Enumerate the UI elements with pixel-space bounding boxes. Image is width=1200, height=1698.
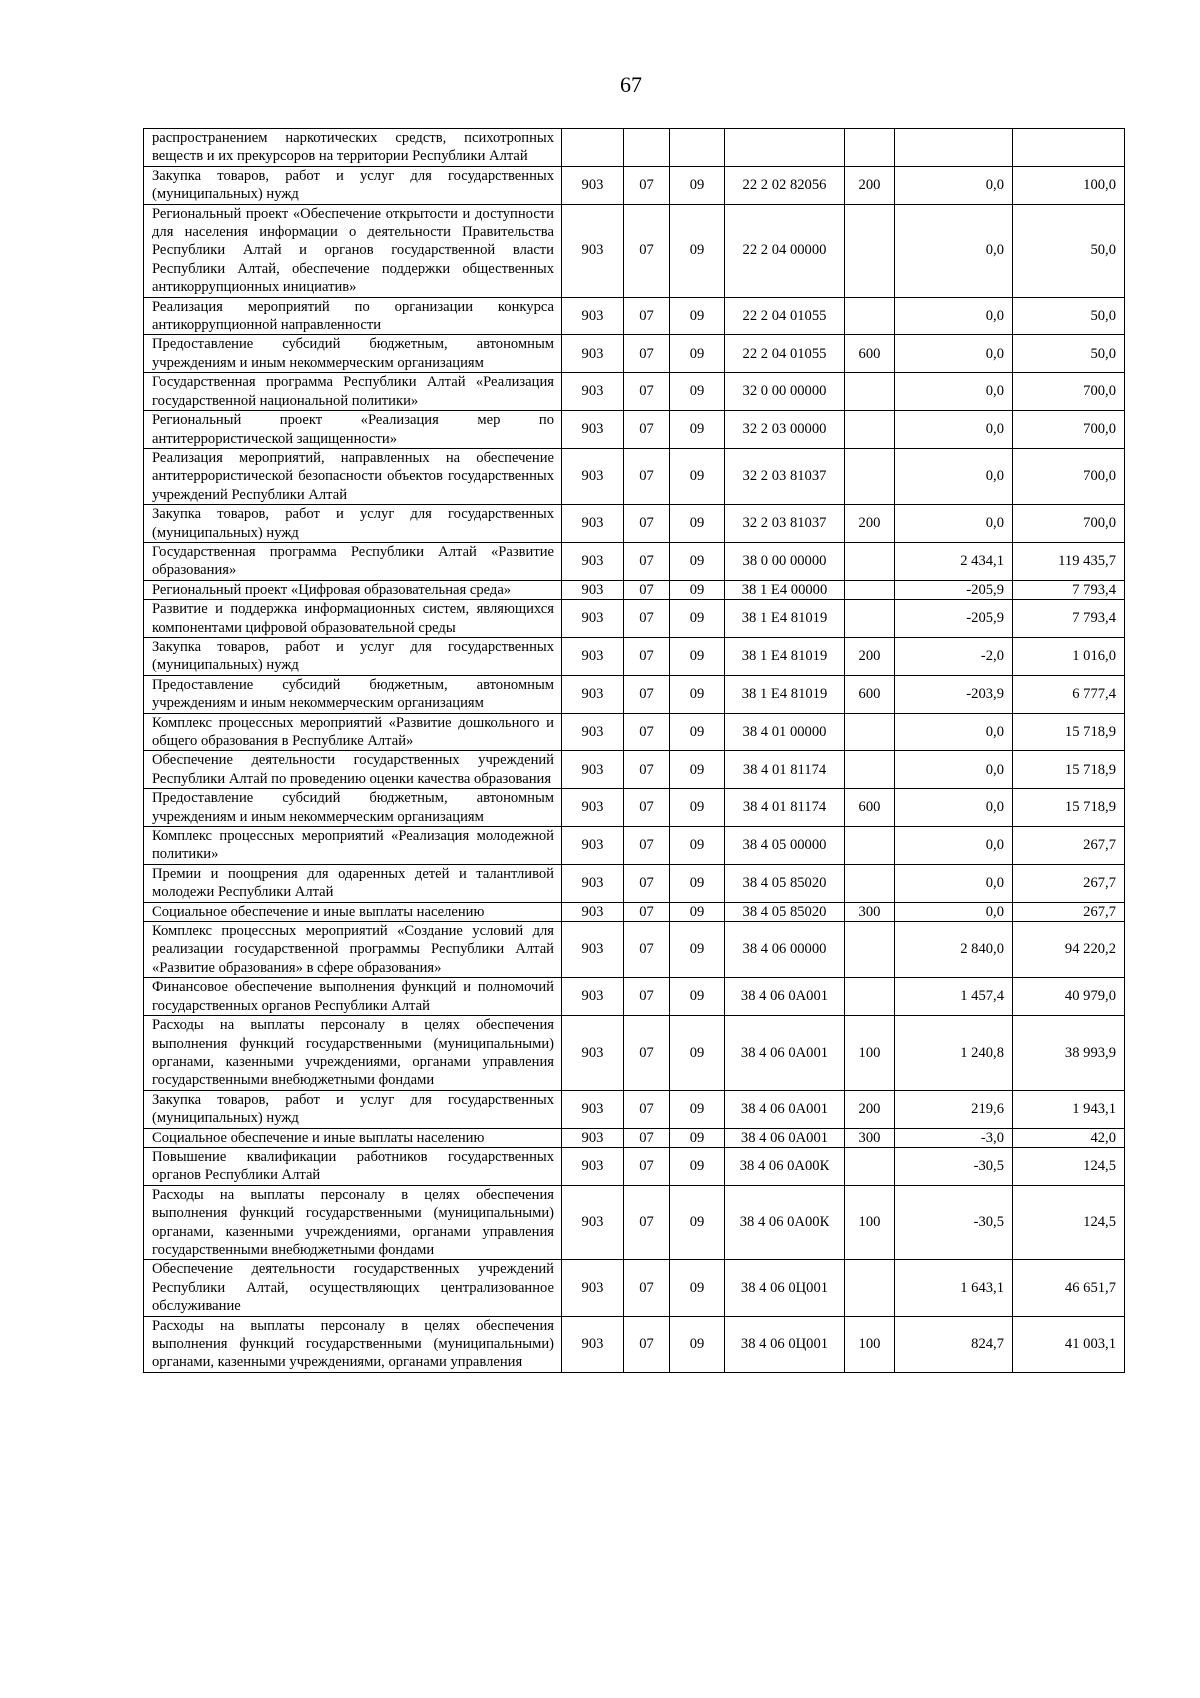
table-row [144, 751, 1125, 789]
table-row [144, 297, 1125, 335]
change-amount-cell: 0,0 [895, 373, 1013, 411]
section-code-cell: 07 [624, 751, 670, 789]
item-name-cell: Премии и поощрения для одаренных детей и талантливой молодежи Республики Алтай [144, 864, 562, 902]
table-row [144, 448, 1125, 504]
section-code-cell: 07 [624, 335, 670, 373]
subsection-code-cell: 09 [670, 600, 725, 638]
change-amount-cell: 0,0 [895, 505, 1013, 543]
expense-type-cell [845, 448, 895, 504]
total-amount-cell: 38 993,9 [1013, 1016, 1125, 1091]
target-article-cell: 38 4 06 0А001 [725, 1090, 845, 1128]
expense-type-cell [845, 411, 895, 449]
expense-type-cell: 600 [845, 675, 895, 713]
target-article-cell: 32 2 03 00000 [725, 411, 845, 449]
table-row [144, 827, 1125, 865]
section-code-cell: 07 [624, 827, 670, 865]
change-amount-cell: 2 434,1 [895, 542, 1013, 580]
total-amount-cell: 50,0 [1013, 204, 1125, 297]
item-name-cell: Региональный проект «Реализация мер по антитеррористической защищенности» [144, 411, 562, 449]
total-amount-cell: 41 003,1 [1013, 1316, 1125, 1372]
expense-type-cell [845, 373, 895, 411]
target-article-cell: 38 4 01 81174 [725, 789, 845, 827]
admin-code-cell: 903 [562, 1316, 624, 1372]
table-row [144, 204, 1125, 297]
total-amount-cell: 100,0 [1013, 166, 1125, 204]
target-article-cell: 38 4 06 0Ц001 [725, 1316, 845, 1372]
change-amount-cell: 2 840,0 [895, 922, 1013, 978]
section-code-cell: 07 [624, 864, 670, 902]
total-amount-cell: 15 718,9 [1013, 751, 1125, 789]
expense-type-cell: 100 [845, 1185, 895, 1260]
table-row [144, 922, 1125, 978]
expense-type-cell: 200 [845, 1090, 895, 1128]
total-amount-cell: 94 220,2 [1013, 922, 1125, 978]
expense-type-cell: 100 [845, 1316, 895, 1372]
admin-code-cell: 903 [562, 411, 624, 449]
expense-type-cell [845, 827, 895, 865]
section-code-cell: 07 [624, 1185, 670, 1260]
expense-type-cell [845, 922, 895, 978]
table-row [144, 1147, 1125, 1185]
item-name-cell: Комплекс процессных мероприятий «Создание условий для реализации государственной программы Республики Алтай «Развитие образования» в сфере образования» [144, 922, 562, 978]
section-code-cell: 07 [624, 675, 670, 713]
subsection-code-cell: 09 [670, 864, 725, 902]
item-name-cell: Закупка товаров, работ и услуг для государственных (муниципальных) нужд [144, 505, 562, 543]
table-row [144, 789, 1125, 827]
change-amount-cell: 0,0 [895, 448, 1013, 504]
table-row [144, 580, 1125, 599]
admin-code-cell: 903 [562, 751, 624, 789]
section-code-cell: 07 [624, 373, 670, 411]
change-amount-cell: 1 643,1 [895, 1260, 1013, 1316]
section-code-cell: 07 [624, 1260, 670, 1316]
expense-type-cell: 300 [845, 902, 895, 921]
item-name-cell: Комплекс процессных мероприятий «Реализация молодежной политики» [144, 827, 562, 865]
change-amount-cell: -203,9 [895, 675, 1013, 713]
total-amount-cell: 267,7 [1013, 827, 1125, 865]
table-row [144, 542, 1125, 580]
target-article-cell: 38 4 06 0А00К [725, 1147, 845, 1185]
admin-code-cell: 903 [562, 1128, 624, 1147]
change-amount-cell: 824,7 [895, 1316, 1013, 1372]
change-amount-cell: 1 457,4 [895, 978, 1013, 1016]
target-article-cell: 38 4 05 85020 [725, 864, 845, 902]
target-article-cell: 38 4 06 0А001 [725, 978, 845, 1016]
target-article-cell: 38 4 05 00000 [725, 827, 845, 865]
change-amount-cell: 0,0 [895, 335, 1013, 373]
expense-type-cell [845, 580, 895, 599]
section-code-cell: 07 [624, 713, 670, 751]
admin-code-cell: 903 [562, 827, 624, 865]
table-row [144, 600, 1125, 638]
subsection-code-cell: 09 [670, 1128, 725, 1147]
target-article-cell: 38 4 06 0А001 [725, 1128, 845, 1147]
item-name-cell: Закупка товаров, работ и услуг для государственных (муниципальных) нужд [144, 1090, 562, 1128]
page-number: 67 [620, 72, 642, 97]
total-amount-cell: 119 435,7 [1013, 542, 1125, 580]
admin-code-cell: 903 [562, 978, 624, 1016]
item-name-cell: Расходы на выплаты персоналу в целях обеспечения выполнения функций государственными (муниципальными) органами, казенными учреждениями, органами управления государственными внебюджетными фондами [144, 1016, 562, 1091]
admin-code-cell: 903 [562, 902, 624, 921]
table-row [144, 864, 1125, 902]
expense-type-cell [845, 297, 895, 335]
total-amount-cell: 267,7 [1013, 902, 1125, 921]
admin-code-cell: 903 [562, 637, 624, 675]
table-row [144, 1316, 1125, 1372]
admin-code-cell: 903 [562, 448, 624, 504]
table-row [144, 166, 1125, 204]
expense-type-cell [845, 864, 895, 902]
section-code-cell: 07 [624, 1090, 670, 1128]
total-amount-cell: 700,0 [1013, 505, 1125, 543]
expense-type-cell [845, 713, 895, 751]
section-code-cell: 07 [624, 902, 670, 921]
table-row [144, 1090, 1125, 1128]
admin-code-cell [562, 129, 624, 167]
target-article-cell: 22 2 04 01055 [725, 297, 845, 335]
item-name-cell: Социальное обеспечение и иные выплаты населению [144, 1128, 562, 1147]
target-article-cell: 38 4 01 00000 [725, 713, 845, 751]
table-row [144, 505, 1125, 543]
change-amount-cell: -3,0 [895, 1128, 1013, 1147]
admin-code-cell: 903 [562, 1147, 624, 1185]
admin-code-cell: 903 [562, 505, 624, 543]
total-amount-cell: 124,5 [1013, 1147, 1125, 1185]
total-amount-cell: 7 793,4 [1013, 600, 1125, 638]
total-amount-cell: 1 943,1 [1013, 1090, 1125, 1128]
target-article-cell: 32 0 00 00000 [725, 373, 845, 411]
subsection-code-cell: 09 [670, 505, 725, 543]
expense-type-cell [845, 1147, 895, 1185]
target-article-cell: 38 4 01 81174 [725, 751, 845, 789]
total-amount-cell: 15 718,9 [1013, 713, 1125, 751]
item-name-cell: распространением наркотических средств, психотропных веществ и их прекурсоров на территории Республики Алтай [144, 129, 562, 167]
section-code-cell: 07 [624, 448, 670, 504]
table-row [144, 713, 1125, 751]
item-name-cell: Государственная программа Республики Алтай «Развитие образования» [144, 542, 562, 580]
table-row [144, 1185, 1125, 1260]
admin-code-cell: 903 [562, 675, 624, 713]
expense-type-cell: 200 [845, 637, 895, 675]
section-code-cell: 07 [624, 637, 670, 675]
section-code-cell: 07 [624, 166, 670, 204]
expense-type-cell: 200 [845, 505, 895, 543]
section-code-cell: 07 [624, 411, 670, 449]
subsection-code-cell: 09 [670, 204, 725, 297]
target-article-cell: 38 4 06 00000 [725, 922, 845, 978]
subsection-code-cell: 09 [670, 922, 725, 978]
section-code-cell: 07 [624, 1016, 670, 1091]
item-name-cell: Реализация мероприятий, направленных на обеспечение антитеррористической безопасности объектов государственных учреждений Республики Алтай [144, 448, 562, 504]
total-amount-cell: 700,0 [1013, 411, 1125, 449]
total-amount-cell: 267,7 [1013, 864, 1125, 902]
total-amount-cell [1013, 129, 1125, 167]
admin-code-cell: 903 [562, 335, 624, 373]
subsection-code-cell: 09 [670, 1147, 725, 1185]
change-amount-cell: 0,0 [895, 204, 1013, 297]
table-row [144, 1128, 1125, 1147]
subsection-code-cell: 09 [670, 580, 725, 599]
target-article-cell: 38 1 Е4 81019 [725, 600, 845, 638]
target-article-cell: 38 4 06 0Ц001 [725, 1260, 845, 1316]
expense-type-cell [845, 204, 895, 297]
budget-table [143, 128, 1125, 1373]
change-amount-cell [895, 129, 1013, 167]
table-row [144, 637, 1125, 675]
item-name-cell: Социальное обеспечение и иные выплаты населению [144, 902, 562, 921]
subsection-code-cell: 09 [670, 448, 725, 504]
target-article-cell: 38 0 00 00000 [725, 542, 845, 580]
total-amount-cell: 40 979,0 [1013, 978, 1125, 1016]
admin-code-cell: 903 [562, 580, 624, 599]
change-amount-cell: -30,5 [895, 1185, 1013, 1260]
target-article-cell: 38 4 06 0А00К [725, 1185, 845, 1260]
subsection-code-cell: 09 [670, 373, 725, 411]
change-amount-cell: 0,0 [895, 751, 1013, 789]
expense-type-cell [845, 1260, 895, 1316]
total-amount-cell: 124,5 [1013, 1185, 1125, 1260]
item-name-cell: Предоставление субсидий бюджетным, автономным учреждениям и иным некоммерческим организациям [144, 789, 562, 827]
item-name-cell: Развитие и поддержка информационных систем, являющихся компонентами цифровой образовательной среды [144, 600, 562, 638]
expense-type-cell [845, 751, 895, 789]
subsection-code-cell: 09 [670, 1260, 725, 1316]
change-amount-cell: 0,0 [895, 827, 1013, 865]
item-name-cell: Предоставление субсидий бюджетным, автономным учреждениям и иным некоммерческим организациям [144, 335, 562, 373]
target-article-cell: 38 1 Е4 00000 [725, 580, 845, 599]
item-name-cell: Повышение квалификации работников государственных органов Республики Алтай [144, 1147, 562, 1185]
expense-type-cell: 600 [845, 789, 895, 827]
item-name-cell: Финансовое обеспечение выполнения функций и полномочий государственных органов Республики Алтай [144, 978, 562, 1016]
target-article-cell: 38 4 06 0А001 [725, 1016, 845, 1091]
item-name-cell: Комплекс процессных мероприятий «Развитие дошкольного и общего образования в Республике Алтай» [144, 713, 562, 751]
subsection-code-cell: 09 [670, 166, 725, 204]
admin-code-cell: 903 [562, 542, 624, 580]
expense-type-cell: 100 [845, 1016, 895, 1091]
item-name-cell: Закупка товаров, работ и услуг для государственных (муниципальных) нужд [144, 166, 562, 204]
subsection-code-cell: 09 [670, 675, 725, 713]
total-amount-cell: 50,0 [1013, 297, 1125, 335]
table-row [144, 129, 1125, 167]
total-amount-cell: 46 651,7 [1013, 1260, 1125, 1316]
expense-type-cell: 200 [845, 166, 895, 204]
section-code-cell: 07 [624, 580, 670, 599]
total-amount-cell: 700,0 [1013, 373, 1125, 411]
section-code-cell: 07 [624, 922, 670, 978]
subsection-code-cell: 09 [670, 1090, 725, 1128]
section-code-cell: 07 [624, 600, 670, 638]
total-amount-cell: 6 777,4 [1013, 675, 1125, 713]
table-row [144, 335, 1125, 373]
expense-type-cell [845, 542, 895, 580]
budget-table-body [144, 129, 1125, 1373]
expense-type-cell [845, 129, 895, 167]
table-row [144, 675, 1125, 713]
table-row [144, 373, 1125, 411]
expense-type-cell [845, 600, 895, 638]
admin-code-cell: 903 [562, 864, 624, 902]
subsection-code-cell: 09 [670, 1316, 725, 1372]
subsection-code-cell: 09 [670, 789, 725, 827]
subsection-code-cell: 09 [670, 751, 725, 789]
subsection-code-cell: 09 [670, 1016, 725, 1091]
item-name-cell: Обеспечение деятельности государственных учреждений Республики Алтай по проведению оценки качества образования [144, 751, 562, 789]
expense-type-cell [845, 978, 895, 1016]
change-amount-cell: 219,6 [895, 1090, 1013, 1128]
change-amount-cell: 0,0 [895, 902, 1013, 921]
section-code-cell: 07 [624, 297, 670, 335]
change-amount-cell: 0,0 [895, 789, 1013, 827]
change-amount-cell: -30,5 [895, 1147, 1013, 1185]
total-amount-cell: 15 718,9 [1013, 789, 1125, 827]
subsection-code-cell: 09 [670, 542, 725, 580]
admin-code-cell: 903 [562, 1260, 624, 1316]
target-article-cell: 32 2 03 81037 [725, 505, 845, 543]
total-amount-cell: 42,0 [1013, 1128, 1125, 1147]
target-article-cell: 22 2 04 00000 [725, 204, 845, 297]
total-amount-cell: 700,0 [1013, 448, 1125, 504]
item-name-cell: Реализация мероприятий по организации конкурса антикоррупционной направленности [144, 297, 562, 335]
target-article-cell: 38 4 05 85020 [725, 902, 845, 921]
change-amount-cell: 0,0 [895, 864, 1013, 902]
total-amount-cell: 1 016,0 [1013, 637, 1125, 675]
total-amount-cell: 7 793,4 [1013, 580, 1125, 599]
table-row [144, 978, 1125, 1016]
item-name-cell: Региональный проект «Цифровая образовательная среда» [144, 580, 562, 599]
subsection-code-cell: 09 [670, 297, 725, 335]
subsection-code-cell: 09 [670, 637, 725, 675]
subsection-code-cell: 09 [670, 978, 725, 1016]
table-row [144, 1016, 1125, 1091]
target-article-cell: 38 1 Е4 81019 [725, 675, 845, 713]
admin-code-cell: 903 [562, 297, 624, 335]
item-name-cell: Региональный проект «Обеспечение открытости и доступности для населения информации о деятельности Правительства Республики Алтай и органов государственной власти Республики Алтай, обеспечение поддержки общественных антикоррупционных инициатив» [144, 204, 562, 297]
change-amount-cell: 0,0 [895, 166, 1013, 204]
expense-type-cell: 600 [845, 335, 895, 373]
admin-code-cell: 903 [562, 373, 624, 411]
change-amount-cell: -2,0 [895, 637, 1013, 675]
target-article-cell: 22 2 04 01055 [725, 335, 845, 373]
table-row [144, 902, 1125, 921]
target-article-cell: 32 2 03 81037 [725, 448, 845, 504]
item-name-cell: Обеспечение деятельности государственных учреждений Республики Алтай, осуществляющих централизованное обслуживание [144, 1260, 562, 1316]
item-name-cell: Государственная программа Республики Алтай «Реализация государственной национальной политики» [144, 373, 562, 411]
change-amount-cell: 1 240,8 [895, 1016, 1013, 1091]
change-amount-cell: -205,9 [895, 580, 1013, 599]
target-article-cell: 38 1 Е4 81019 [725, 637, 845, 675]
section-code-cell: 07 [624, 505, 670, 543]
subsection-code-cell: 09 [670, 902, 725, 921]
target-article-cell: 22 2 02 82056 [725, 166, 845, 204]
section-code-cell: 07 [624, 1128, 670, 1147]
admin-code-cell: 903 [562, 600, 624, 638]
admin-code-cell: 903 [562, 1185, 624, 1260]
admin-code-cell: 903 [562, 1090, 624, 1128]
table-row [144, 1260, 1125, 1316]
change-amount-cell: 0,0 [895, 297, 1013, 335]
admin-code-cell: 903 [562, 204, 624, 297]
section-code-cell: 07 [624, 1316, 670, 1372]
subsection-code-cell: 09 [670, 827, 725, 865]
subsection-code-cell: 09 [670, 713, 725, 751]
change-amount-cell: 0,0 [895, 713, 1013, 751]
subsection-code-cell: 09 [670, 411, 725, 449]
change-amount-cell: 0,0 [895, 411, 1013, 449]
subsection-code-cell [670, 129, 725, 167]
section-code-cell: 07 [624, 204, 670, 297]
admin-code-cell: 903 [562, 922, 624, 978]
item-name-cell: Предоставление субсидий бюджетным, автономным учреждениям и иным некоммерческим организациям [144, 675, 562, 713]
section-code-cell: 07 [624, 978, 670, 1016]
section-code-cell: 07 [624, 542, 670, 580]
admin-code-cell: 903 [562, 166, 624, 204]
section-code-cell: 07 [624, 1147, 670, 1185]
admin-code-cell: 903 [562, 1016, 624, 1091]
change-amount-cell: -205,9 [895, 600, 1013, 638]
admin-code-cell: 903 [562, 789, 624, 827]
admin-code-cell: 903 [562, 713, 624, 751]
section-code-cell [624, 129, 670, 167]
item-name-cell: Закупка товаров, работ и услуг для государственных (муниципальных) нужд [144, 637, 562, 675]
item-name-cell: Расходы на выплаты персоналу в целях обеспечения выполнения функций государственными (муниципальными) органами, казенными учреждениями, органами управления [144, 1316, 562, 1372]
section-code-cell: 07 [624, 789, 670, 827]
subsection-code-cell: 09 [670, 335, 725, 373]
table-row [144, 411, 1125, 449]
item-name-cell: Расходы на выплаты персоналу в целях обеспечения выполнения функций государственными (муниципальными) органами, казенными учреждениями, органами управления государственными внебюджетными фондами [144, 1185, 562, 1260]
total-amount-cell: 50,0 [1013, 335, 1125, 373]
subsection-code-cell: 09 [670, 1185, 725, 1260]
expense-type-cell: 300 [845, 1128, 895, 1147]
target-article-cell [725, 129, 845, 167]
